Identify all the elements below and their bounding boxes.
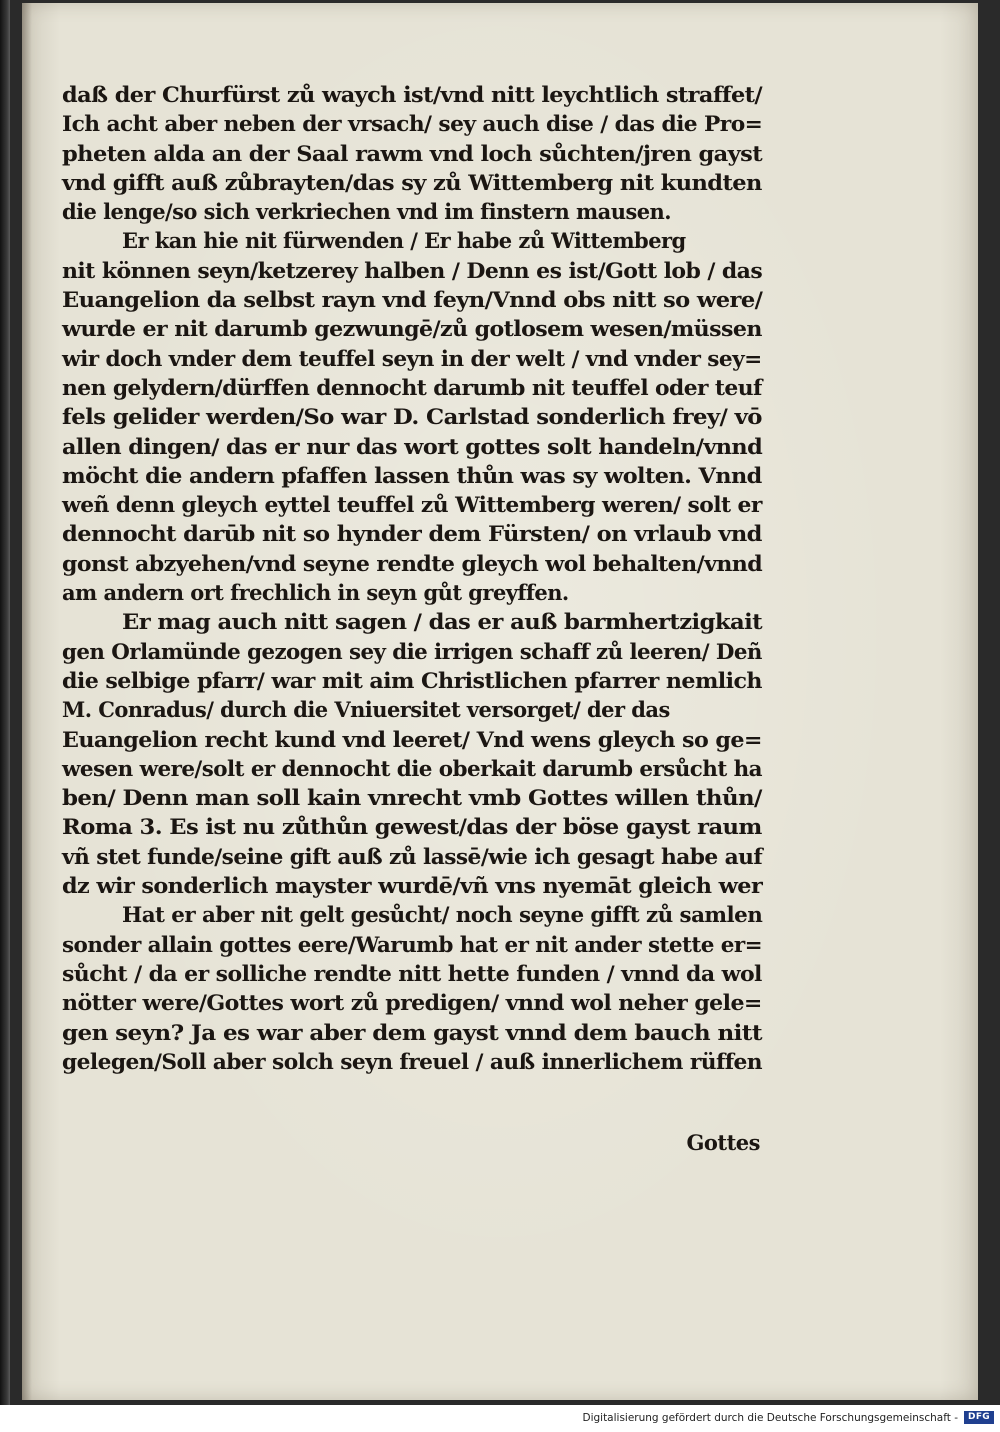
text-line: möcht die andern pfaffen lassen thůn was sy wolten. Vnnd — [62, 462, 762, 488]
text-line: wesen were/solt er dennocht die oberkait darumb ersůcht ha — [62, 755, 763, 781]
text-line: gen seyn? Ja es war aber dem gayst vnnd dem bauch nitt — [62, 1019, 762, 1045]
text-line: Euangelion da selbst rayn vnd feyn/Vnnd obs nitt so were/ — [62, 287, 763, 313]
footer-bar — [0, 1405, 1000, 1432]
text-line: sůcht / da er solliche rendte nitt hette funden / vnnd da wol — [62, 960, 762, 986]
text-line: am andern ort frechlich in seyn gůt greyffen. — [62, 580, 569, 606]
text-line: nötter were/Gottes wort zů predigen/ vnnd wol neher gele= — [62, 990, 762, 1016]
catchword: Gottes — [686, 1130, 760, 1155]
text-line: Roma 3. Es ist nu zůthůn gewest/das der böse gayst raum — [62, 814, 762, 840]
text-line: ben/ Denn man soll kain vnrecht vmb Gottes willen thůn/ — [62, 785, 762, 811]
text-line: weñ denn gleych eyttel teuffel zů Wittemberg weren/ solt er — [62, 492, 762, 518]
page-gutter-shadow — [22, 3, 32, 1400]
text-line: sonder allain gottes eere/Warumb hat er nit ander stette er= — [62, 931, 763, 957]
text-line: gonst abzyehen/vnd seyne rendte gleych wol behalten/vnnd — [62, 550, 763, 576]
text-line: die selbige pfarr/ war mit aim Christlichen pfarrer nemlich — [62, 667, 762, 693]
text-line: pheten alda an der Saal rawm vnd loch sůchten/jren gayst — [62, 140, 763, 166]
text-line: nit können seyn/ketzerey halben / Denn es ist/Gott lob / das — [62, 257, 763, 283]
page-text-block — [62, 80, 762, 1076]
text-line: vnd gifft auß zůbrayten/das sy zů Wittemberg nit kundten — [62, 169, 762, 195]
text-line: Ich acht aber neben der vrsach/ sey auch dise / das die Pro= — [62, 111, 763, 137]
footer-credit: Digitalisierung gefördert durch die Deutsche Forschungsgemeinschaft - — [582, 1412, 958, 1424]
text-line: allen dingen/ das er nur das wort gottes solt handeln/vnnd — [62, 433, 763, 459]
text-line: dz wir sonderlich mayster wurdē/vñ vns nyemāt gleich wer — [62, 873, 763, 899]
text-line: fels gelider werden/So war D. Carlstad sonderlich frey/ vō — [62, 404, 762, 430]
text-line: gen Orlamünde gezogen sey die irrigen schaff zů leeren/ Deñ — [62, 638, 762, 664]
text-line: gelegen/Soll aber solch seyn freuel / auß innerlichem rüffen — [62, 1048, 763, 1074]
text-line: daß der Churfürst zů waych ist/vnd nitt leychtlich straffet/ — [62, 82, 763, 107]
text-line: Er mag auch nitt sagen / das er auß barmhertzigkait — [122, 609, 763, 635]
text-line: Er kan hie nit fürwenden / Er habe zů Wittemberg — [122, 228, 686, 254]
text-line: wurde er nit darumb gezwungē/zů gotlosem wesen/müssen — [62, 316, 762, 342]
dfg-logo-icon: DFG — [964, 1411, 994, 1424]
scan-left-edge — [0, 0, 10, 1405]
text-line: M. Conradus/ durch die Vniuersitet versorget/ der das — [62, 697, 670, 723]
text-line: die lenge/so sich verkriechen vnd im finstern mausen. — [62, 199, 672, 225]
text-line: Hat er aber nit gelt gesůcht/ noch seyne gifft zů samlen — [122, 902, 763, 928]
text-line: wir doch vnder dem teuffel seyn in der welt / vnd vnder sey= — [62, 345, 762, 371]
text-line: vñ stet funde/seine gift auß zů lassē/wie ich gesagt habe auf — [62, 843, 763, 869]
text-line: Euangelion recht kund vnd leeret/ Vnd wens gleych so ge= — [62, 726, 762, 752]
text-line: dennocht darūb nit so hynder dem Fürsten/ on vrlaub vnd — [62, 521, 762, 547]
text-line: nen gelydern/dürffen dennocht darumb nit teuffel oder teuf — [62, 374, 762, 400]
